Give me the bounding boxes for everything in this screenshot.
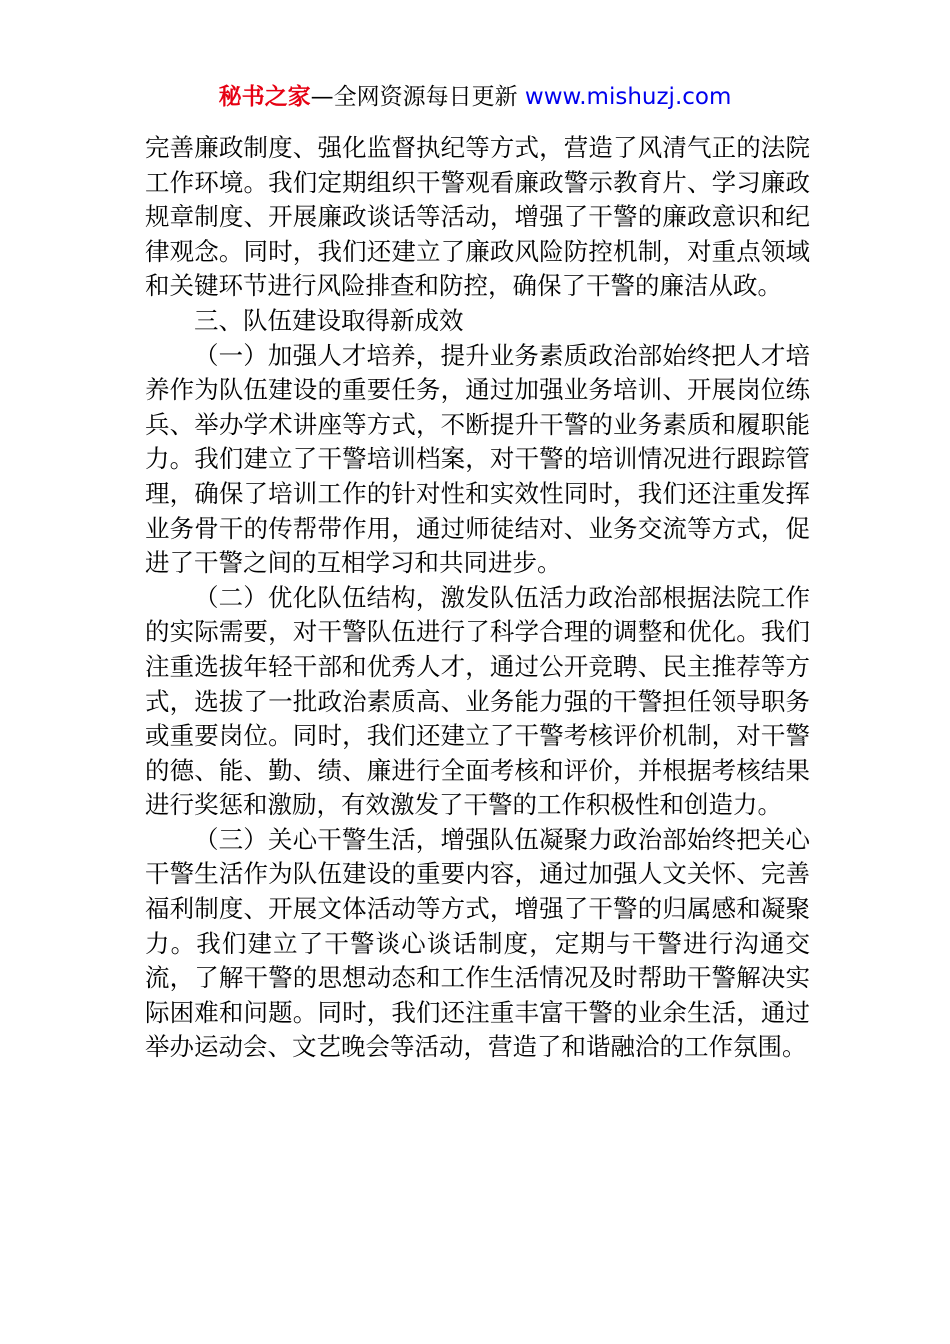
section-heading-team-building: 三、队伍建设取得新成效 <box>194 305 464 335</box>
page-header <box>0 80 950 114</box>
document-body <box>145 131 810 1065</box>
paragraph-team-structure: （二）优化队伍结构，激发队伍活力政治部根据法院工作的实际需要，对干警队伍进行了科学合理的调整和优化。我们注重选拔年轻干部和优秀人才，通过公开竞聘、民主推荐等方式，选拔了一批政治素质高、业务能力强的干警担任领导职务或重要岗位。同时，我们还建立了干警考核评价机制，对干警的德、能、勤、绩、廉进行全面考核和评价，并根据考核结果进行奖惩和激励，有效激发了干警的工作积极性和创造力。 <box>145 582 810 820</box>
paragraph-integrity-continued: 完善廉政制度、强化监督执纪等方式，营造了风清气正的法院工作环境。我们定期组织干警观看廉政警示教育片、学习廉政规章制度、开展廉政谈话等活动，增强了干警的廉政意识和纪律观念。同时，我们还建立了廉政风险防控机制，对重点领域和关键环节进行风险排查和防控，确保了干警的廉洁从政。 <box>145 133 810 301</box>
paragraph-staff-welfare: （三）关心干警生活，增强队伍凝聚力政治部始终把关心干警生活作为队伍建设的重要内容，通过加强人文关怀、完善福利制度、开展文体活动等方式，增强了干警的归属感和凝聚力。我们建立了干警谈心谈话制度，定期与干警进行沟通交流，了解干警的思想动态和工作生活情况及时帮助干警解决实际困难和问题。同时，我们还注重丰富干警的业余生活，通过举办运动会、文艺晚会等活动，营造了和谐融洽的工作氛围。 <box>145 824 810 1062</box>
paragraph-talent-training: （一）加强人才培养，提升业务素质政治部始终把人才培养作为队伍建设的重要任务，通过加强业务培训、开展岗位练兵、举办学术讲座等方式，不断提升干警的业务素质和履职能力。我们建立了干警培训档案，对干警的培训情况进行跟踪管理，确保了培训工作的针对性和实效性同时，我们还注重发挥业务骨干的传帮带作用，通过师徒结对、业务交流等方式，促进了干警之间的互相学习和共同进步。 <box>145 340 810 578</box>
site-slogan: —全网资源每日更新 <box>310 84 525 110</box>
site-brand: 秘书之家 <box>218 84 311 110</box>
site-url-link[interactable]: www.mishuzj.com <box>524 84 732 110</box>
